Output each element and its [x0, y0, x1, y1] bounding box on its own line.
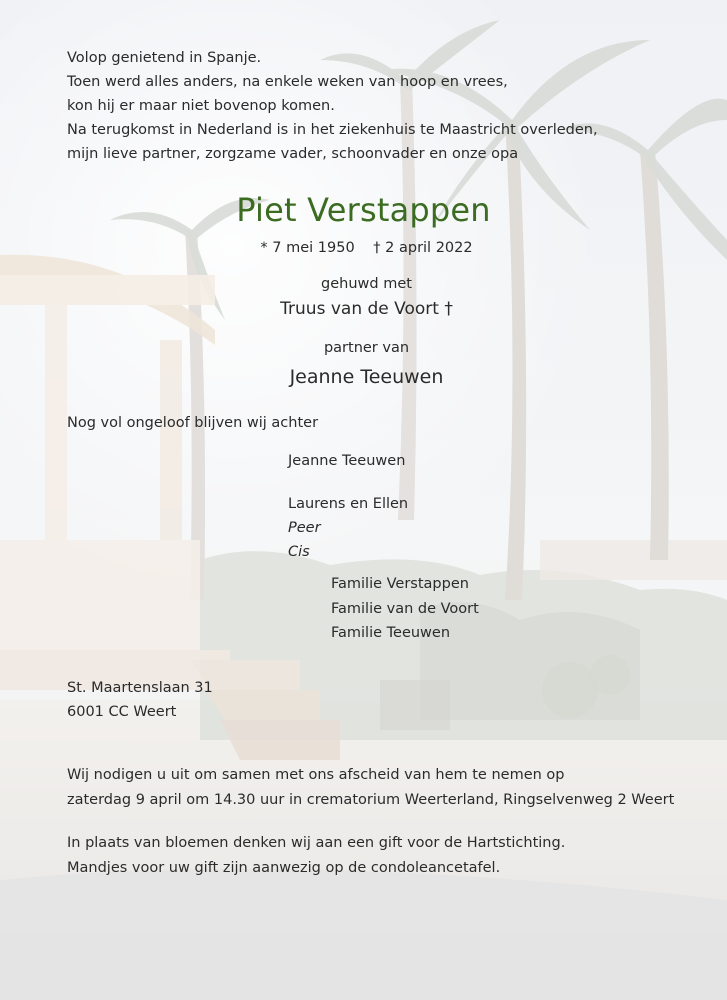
invitation-paragraph — [67, 763, 674, 813]
spouse-name: Truus van de Voort † — [280, 299, 453, 319]
life-dates — [0, 240, 727, 256]
relative-partner: Jeanne Teeuwen — [288, 453, 406, 469]
death-date: † 2 april 2022 — [373, 240, 473, 256]
intro-line: Volop genietend in Spanje. — [67, 50, 262, 66]
family-name: Familie Verstappen — [331, 576, 469, 592]
married-label: gehuwd met — [321, 276, 412, 292]
intro-line: kon hij er maar niet bovenop komen. — [67, 98, 335, 114]
deceased-name: Piet Verstappen — [236, 191, 491, 229]
flowers-line: In plaats van bloemen denken wij aan een gift voor de Hartstichting. — [67, 835, 566, 851]
intro-paragraph — [67, 46, 598, 166]
grandchild-name: Cis — [288, 544, 310, 560]
intro-line: Na terugkomst in Nederland is in het ziekenhuis te Maastricht overleden, — [67, 122, 598, 138]
flowers-line: Mandjes voor uw gift zijn aanwezig op de condoleancetafel. — [67, 860, 501, 876]
address-block — [67, 676, 213, 724]
family-name: Familie Teeuwen — [331, 625, 451, 641]
partner-name: Jeanne Teeuwen — [289, 366, 444, 388]
flowers-note — [67, 831, 565, 881]
partner-label: partner van — [323, 340, 410, 356]
families-list — [331, 572, 479, 646]
children-block — [288, 492, 408, 564]
grandchild-name: Peer — [288, 520, 321, 536]
birth-date: * 7 mei 1950 — [260, 240, 355, 256]
children-names: Laurens en Ellen — [288, 496, 409, 512]
family-name: Familie van de Voort — [331, 600, 479, 617]
invitation-line: Wij nodigen u uit om samen met ons afscheid van hem te nemen op — [67, 767, 565, 783]
remain-line: Nog vol ongeloof blijven wij achter — [67, 415, 319, 431]
intro-line: Toen werd alles anders, na enkele weken van hoop en vrees, — [67, 74, 508, 90]
address-street: St. Maartenslaan 31 — [67, 680, 213, 696]
invitation-line: zaterdag 9 april om 14.30 uur in crematorium Weerterland, Ringselvenweg 2 Weert — [67, 792, 675, 808]
address-city: 6001 CC Weert — [67, 704, 177, 720]
intro-line: mijn lieve partner, zorgzame vader, schoonvader en onze opa — [67, 146, 519, 162]
